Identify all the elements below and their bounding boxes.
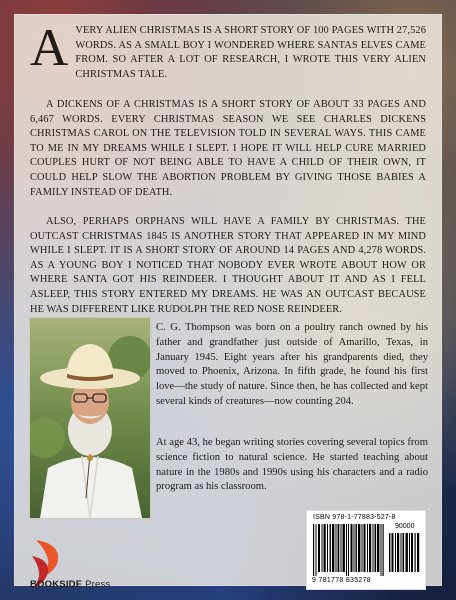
addon-code: 90000 <box>395 523 415 530</box>
author-bio-1: C. G. Thompson was born on a poultry ranch owned by his father and grandfather just outside of Amarillo, Texas, in January 1945. Eight years after his grandparents died, they moved to Phoenix, Arizona. In fifth grade, he found his first love—the study of nature. Since then, he has collected and kept several kinds of creatures—now counting 204. <box>156 322 428 407</box>
barcode-digits: 9 781778 835278 <box>312 577 371 584</box>
publisher-name: BOOKSIDE Press <box>30 579 111 590</box>
blurb-paragraph-3: ALSO, PERHAPS ORPHANS WILL HAVE A FAMILY BY CHRISTMAS. THE OUTCAST CHRISTMAS 1845 IS ANOTHER STORY THAT APPEARED IN MY MIND WHILE I SLEPT. IT IS A SHORT STORY OF AROUND 14 PAGES AND 4,278 WORDS. AS A YOUNG BOY I NOTICED THAT NOBODY EVER WROTE ABOUT HOW OR WHERE SANTA GOT HIS REINDEER. I THOUGHT ABOUT IT AND AS I FELL ASLEEP, THIS STORY ENTERED MY DREAMS. HE WAS AN OUTCAST BECAUSE HE WAS DIFFERENT LIKE RUDOLPH THE RED NOSE REINDEER. <box>30 216 426 315</box>
isbn-barcode <box>306 510 426 590</box>
blurb-paragraph-1: AVERY ALIEN CHRISTMAS IS A SHORT STORY OF 100 PAGES WITH 27,526 WORDS. AS A SMALL BOY I WONDERED WHERE SANTAS ELVES CAME FROM. SO AFTER A LOT OF RESEARCH, I WROTE THIS VERY ALIEN CHRISTMAS TALE. <box>30 19 426 80</box>
blurb-paragraph-2: A DICKENS OF A CHRISTMAS IS A SHORT STORY OF ABOUT 33 PAGES AND 6,467 WORDS. EVERY CHRISTMAS SEASON WE SEE CHARLES DICKENS CHRISTMAS CAROL ON THE TELEVISION TOLD IN SEVERAL WAYS. THIS CAME TO ME IN MY DREAMS WHILE I SLEPT. I HOPE IT WILL HELP CURE MARRIED COUPLES HURT OF NOT BEING ABLE TO HAVE A CHILD OF THEIR OWN, IT COULD HELP SLOW THE ABORTION PROBLEM BY GIVING THOSE BABIES A FAMILY INSTEAD OF DEATH. <box>30 99 426 198</box>
drop-cap: A <box>30 19 69 77</box>
author-bio-2: At age 43, he began writing stories covering several topics from science fiction to natural science. He started teaching about nature in the 1980s and 1990s using his characters and a radio program as his classroom. <box>156 437 428 493</box>
author-photo <box>29 317 151 519</box>
isbn-text: ISBN 978-1-77883-527-8 <box>313 514 396 521</box>
